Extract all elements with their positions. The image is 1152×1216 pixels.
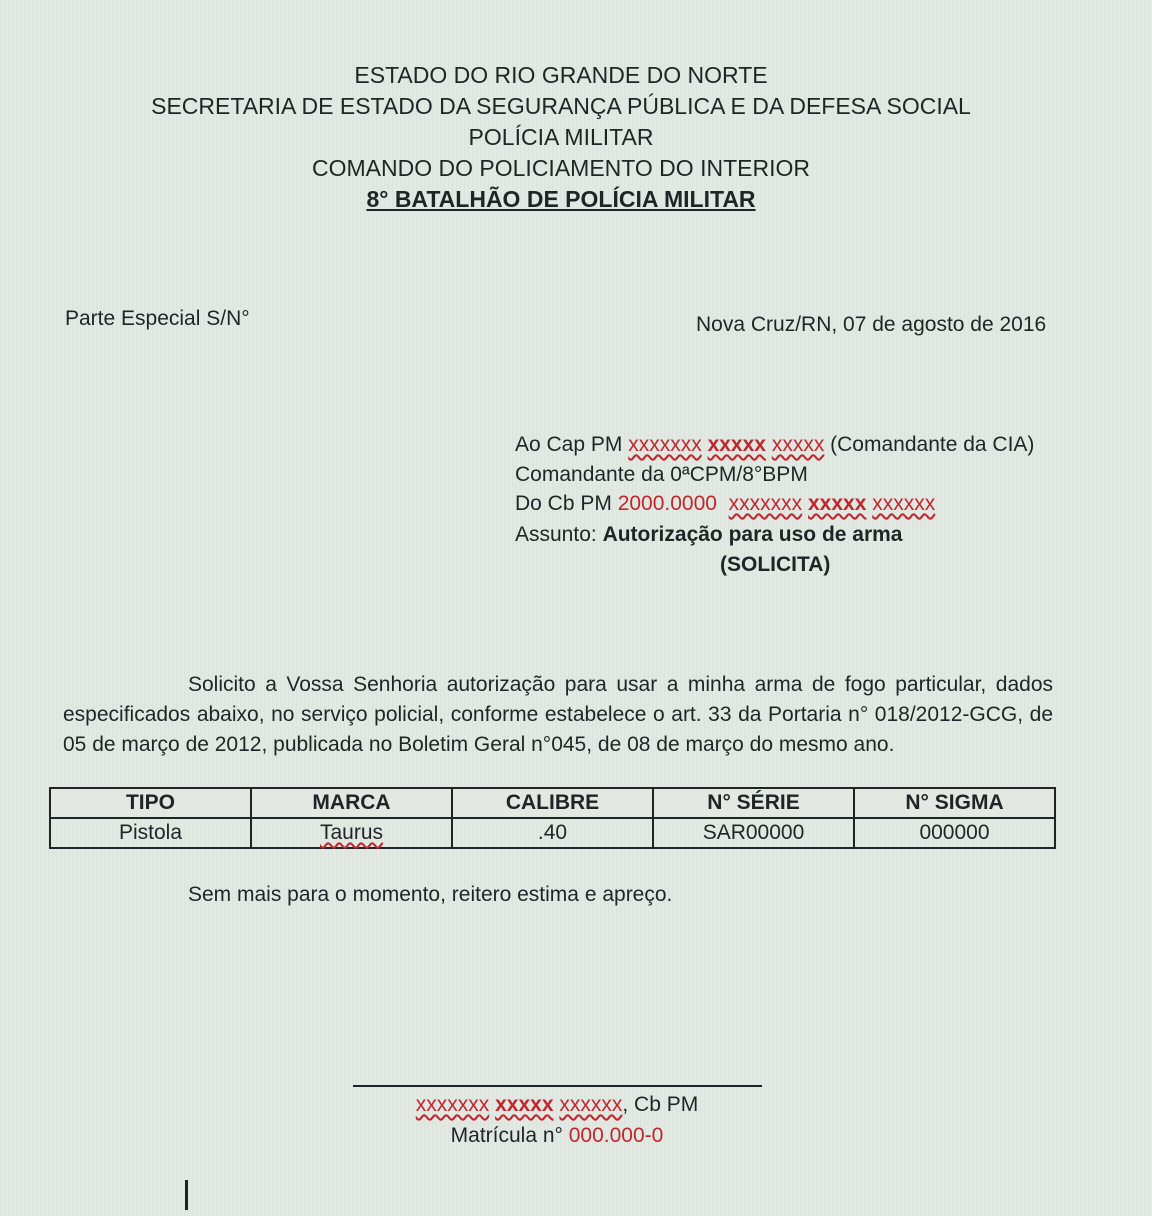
table-cell-sigma: 000000 [854,818,1055,848]
weapon-table [49,787,1056,849]
table-header: CALIBRE [452,788,653,818]
header-secretariat: SECRETARIA DE ESTADO DA SEGURANÇA PÚBLICA E DA DEFESA SOCIAL [151,93,971,119]
table-header: N° SIGMA [854,788,1055,818]
address-from-prefix: Do Cb PM [515,492,618,515]
text-cursor[interactable] [185,1180,188,1210]
table-cell-type: Pistola [50,818,251,848]
sender-number: 2000.0000 [617,492,717,515]
date-line: Nova Cruz/RN, 07 de agosto de 2016 [696,313,1047,336]
redacted-name: xxxxx [771,433,825,456]
header-state: ESTADO DO RIO GRANDE DO NORTE [354,62,768,88]
header-battalion: 8° BATALHÃO DE POLÍCIA MILITAR [366,186,756,212]
subject-line [515,523,903,547]
closing-line: Sem mais para o momento, reitero estima e apreço. [188,883,673,906]
redacted-name: xxxxxxx [415,1093,490,1116]
registration-label: Matrícula n° [450,1124,569,1147]
redacted-name: xxxxxxx [628,433,702,456]
address-commander: Comandante da 0ªCPM/8°BPM [515,463,808,486]
table-cell-caliber: .40 [452,818,653,848]
table-row [50,818,1055,848]
signature-line [353,1085,762,1087]
subject-label: Assunto: [515,523,603,546]
redacted-name: xxxxx [808,492,867,515]
address-from [515,492,935,516]
table-cell-brand [251,818,452,848]
table-header: TIPO [50,788,251,818]
signature-name [0,1093,1114,1117]
header-command: COMANDO DO POLICIAMENTO DO INTERIOR [312,155,810,181]
registration-value: 000.000-0 [568,1124,664,1147]
redacted-name: xxxxxxx [728,492,803,515]
redacted-name: xxxxxx [872,492,936,515]
body-paragraph-block [63,670,1053,760]
table-header: MARCA [251,788,452,818]
letterhead [0,60,1122,215]
signature-rank: , Cb PM [622,1093,699,1116]
subject-tag: (SOLICITA) [720,553,831,576]
table-header: N° SÉRIE [653,788,854,818]
subject-value: Autorização para uso de arma [602,523,903,546]
address-to [515,433,1034,457]
table-header-row [50,788,1055,818]
address-to-suffix: (Comandante da CIA) [824,433,1035,456]
header-police: POLÍCIA MILITAR [468,124,654,150]
document-reference: Parte Especial S/N° [65,307,250,330]
redacted-name: xxxxx [707,433,766,456]
address-to-prefix: Ao Cap PM [515,433,629,456]
table-cell-serial: SAR00000 [653,818,854,848]
redacted-name: xxxxxx [559,1093,623,1116]
body-paragraph: Solicito a Vossa Senhoria autorização para usar a minha arma de fogo particular, dados especificados abaixo, no serviço policial, conforme estabelece o art. 33 da Portaria n° 018/2012-GCG, de 05 de março de 2012, publicada no Boletim Geral n°045, de 08 de março do mesmo ano. [63,673,1053,756]
registration-line [0,1124,1114,1148]
brand-value: Taurus [319,821,384,844]
redacted-name: xxxxx [495,1093,554,1116]
